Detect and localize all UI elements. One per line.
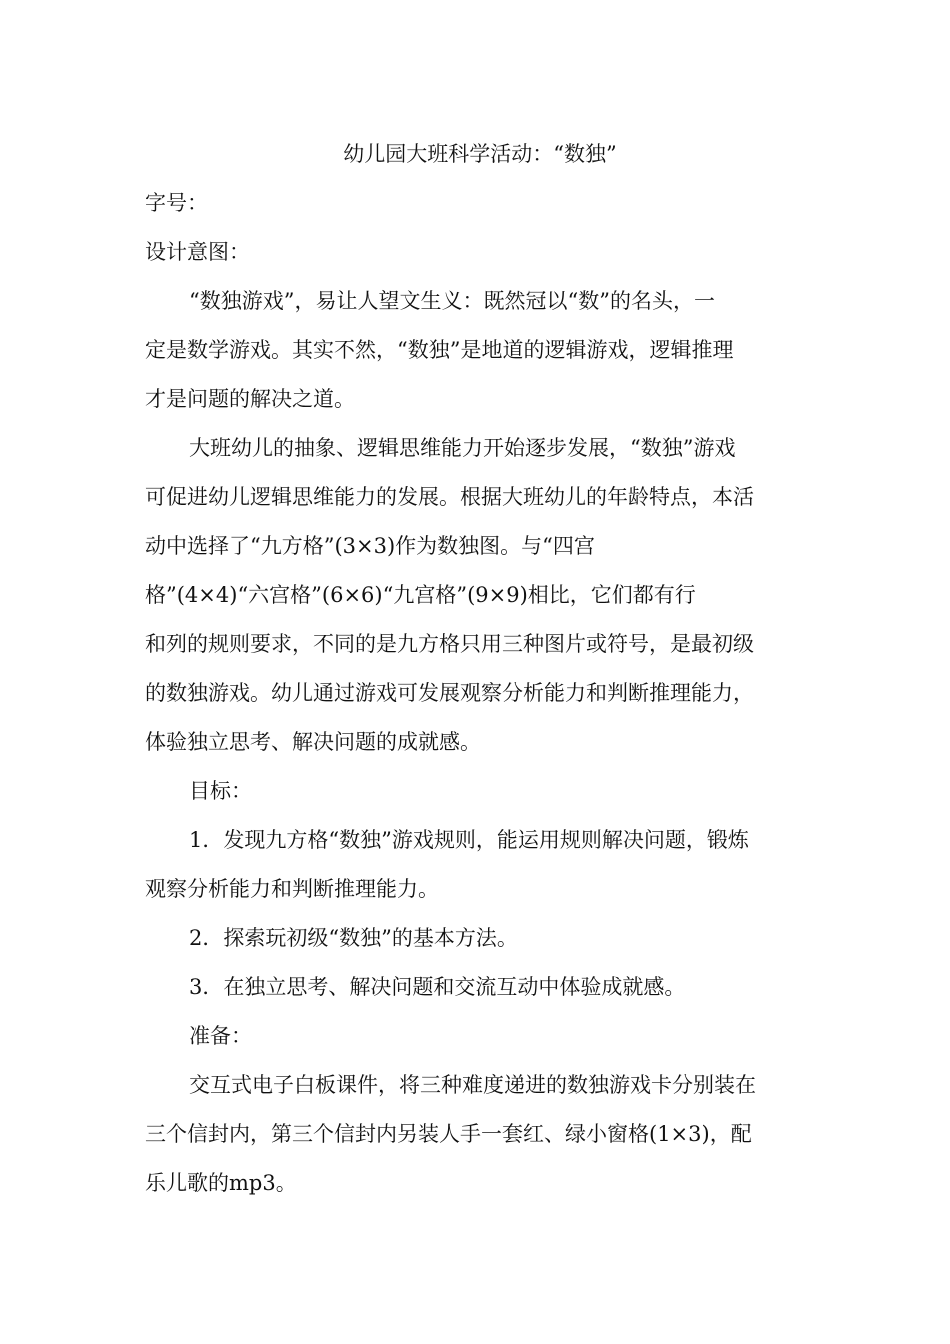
paragraph-line: 1．发现九方格“数独”游戏规则，能运用规则解决问题，锻炼 xyxy=(189,828,749,852)
preparation-heading: 准备： xyxy=(189,1024,252,1048)
document-body xyxy=(145,130,805,1208)
paragraph-line: 大班幼儿的抽象、逻辑思维能力开始逐步发展，“数独”游戏 xyxy=(189,436,736,460)
goal-item-2: 2．探索玩初级“数独”的基本方法。 xyxy=(189,926,518,950)
paragraph-line: 定是数学游戏。其实不然，“数独”是地道的逻辑游戏，逻辑推理 xyxy=(145,338,734,362)
design-intent-label: 设计意图： xyxy=(145,240,250,264)
document-title: 幼儿园大班科学活动：“数独” xyxy=(343,142,617,166)
paragraph-line: 可促进幼儿逻辑思维能力的发展。根据大班幼儿的年龄特点，本活 xyxy=(145,485,754,509)
paragraph-line: 交互式电子白板课件，将三种难度递进的数独游戏卡分别装在 xyxy=(189,1073,756,1097)
paragraph-line: 乐儿歌的mp3。 xyxy=(145,1171,297,1195)
paragraph-line: “数独游戏”，易让人望文生义：既然冠以“数”的名头，一 xyxy=(189,289,715,313)
design-intent-paragraph-2 xyxy=(145,424,805,767)
preparation-paragraph xyxy=(145,1061,805,1208)
design-intent-paragraph-1 xyxy=(145,277,805,424)
paragraph-line: 观察分析能力和判断推理能力。 xyxy=(145,877,439,901)
code-label: 字号： xyxy=(145,191,208,215)
paragraph-line: 和列的规则要求，不同的是九方格只用三种图片或符号，是最初级 xyxy=(145,632,754,656)
goal-item-3: 3．在独立思考、解决问题和交流互动中体验成就感。 xyxy=(189,975,686,999)
paragraph-line: 才是问题的解决之道。 xyxy=(145,387,355,411)
paragraph-line: 的数独游戏。幼儿通过游戏可发展观察分析能力和判断推理能力， xyxy=(145,681,754,705)
paragraph-line: 三个信封内，第三个信封内另装人手一套红、绿小窗格(1×3)，配 xyxy=(145,1122,752,1146)
goals-heading: 目标： xyxy=(189,779,252,803)
paragraph-line: 动中选择了“九方格”(3×3)作为数独图。与“四宫 xyxy=(145,534,595,558)
goal-item-1 xyxy=(145,816,805,914)
paragraph-line: 体验独立思考、解决问题的成就感。 xyxy=(145,730,481,754)
paragraph-line: 格”(4×4)“六宫格”(6×6)“九宫格”(9×9)相比，它们都有行 xyxy=(145,583,696,607)
